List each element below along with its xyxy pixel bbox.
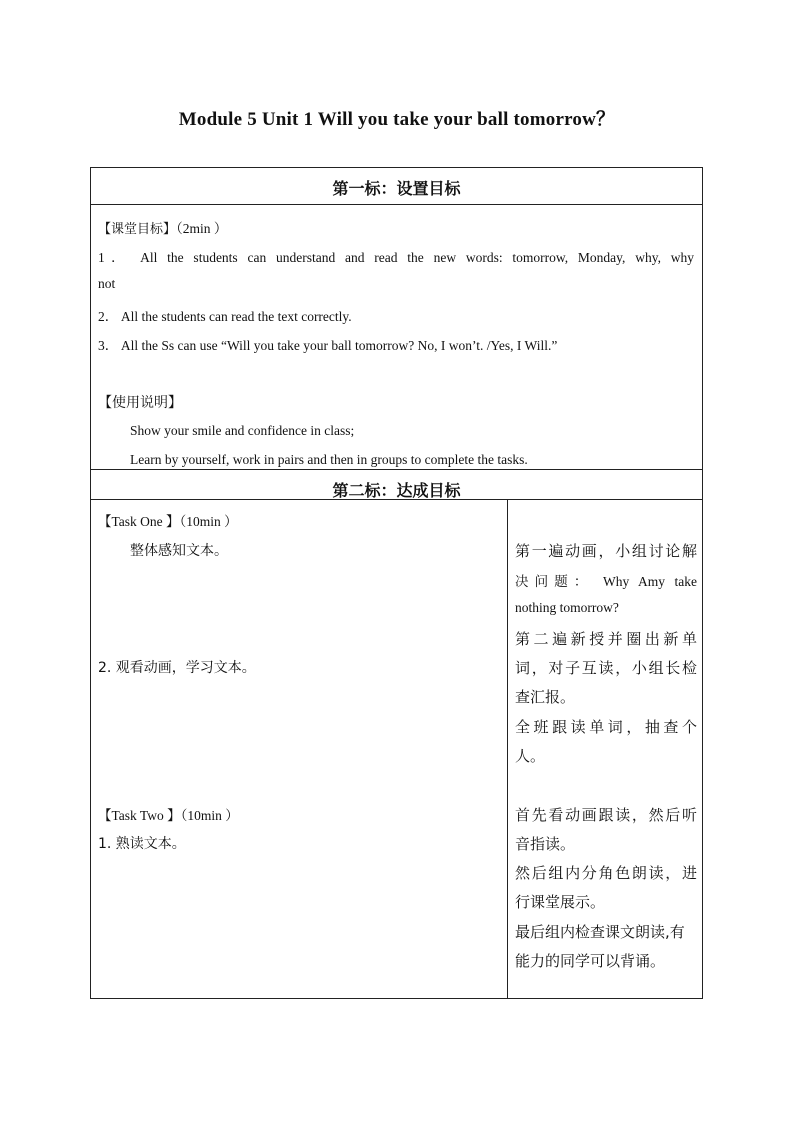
task1-time: （10min ）	[179, 514, 238, 529]
task1-note-line: 查汇报。	[515, 688, 576, 706]
task2-time: （10min ）	[180, 808, 239, 823]
goals-time: （2min ）	[176, 221, 228, 236]
divider	[90, 204, 703, 205]
task1-note-line: 决问题： Why Amy take	[515, 574, 697, 589]
goal-2: 2． All the students can read the text correctly.	[98, 309, 352, 324]
task2-note-line: 最后组内检查课文朗读,有	[515, 923, 685, 941]
usage-line-1: Show your smile and confidence in class;	[130, 423, 355, 438]
task2-note-line: 能力的同学可以背诵。	[515, 952, 666, 970]
document-title: Module 5 Unit 1 Will you take your ball tomorrow？	[178, 109, 616, 130]
task2-header	[98, 804, 239, 824]
goals-label: 【课堂目标】	[98, 222, 177, 237]
task1-item-2: 2. 观看动画，学习文本。	[98, 660, 256, 676]
column-divider	[507, 499, 508, 999]
task1-note-line: nothing tomorrow?	[515, 600, 619, 615]
usage-label: 【使用说明】	[98, 395, 182, 411]
task2-note-line: 音指读。	[515, 835, 576, 853]
task1-note-line: 第二遍新授并圈出新单	[515, 630, 697, 648]
task2-item-1: 1. 熟读文本。	[98, 836, 186, 852]
task1-label: 【Task One 】	[98, 514, 180, 529]
goal-1-line-1: 1． All the students can understand and read the new words: tomorrow, Monday, why, why	[98, 250, 694, 265]
section2-heading: 第二标：达成目标	[332, 481, 461, 500]
task2-note-line: 首先看动画跟读，然后听	[515, 806, 697, 824]
task1-note-line: 第一遍动画，小组讨论解	[515, 542, 697, 560]
usage-line-2: Learn by yourself, work in pairs and then in groups to complete the tasks.	[130, 452, 528, 467]
task1-note-line: 全班跟读单词，抽查个	[515, 718, 697, 736]
task1-note-line: 词，对子互读，小组长检	[515, 659, 697, 677]
section1-heading: 第一标：设置目标	[332, 179, 461, 198]
task2-note-line: 然后组内分角色朗读，进	[515, 864, 697, 882]
task2-note-line: 行课堂展示。	[515, 893, 606, 911]
task1-note-line: 人。	[515, 747, 546, 765]
goals-header	[98, 217, 227, 237]
task1-item-1: 整体感知文本。	[130, 543, 228, 559]
task1-header	[98, 510, 238, 530]
task2-label: 【Task Two 】	[98, 808, 181, 823]
divider	[90, 469, 703, 470]
goal-1-line-2: not	[98, 276, 116, 291]
divider	[90, 499, 703, 500]
goal-3: 3． All the Ss can use “Will you take your ball tomorrow? No, I won’t. /Yes, I Will.”	[98, 338, 558, 353]
